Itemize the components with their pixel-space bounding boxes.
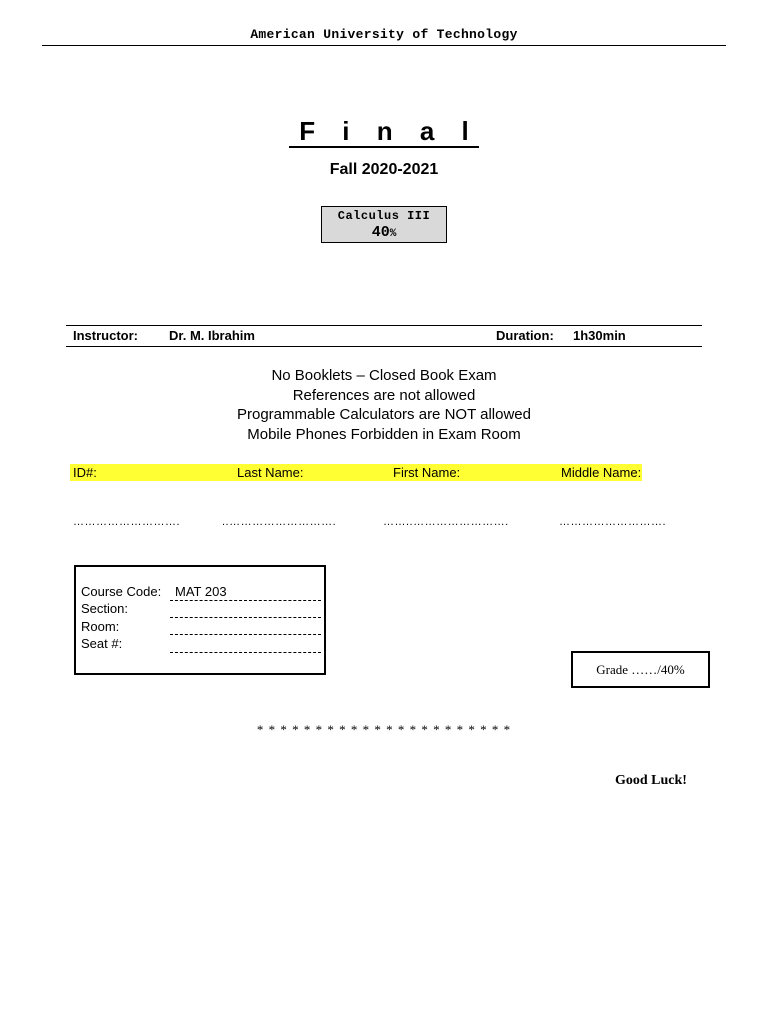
course-weight-box xyxy=(321,206,447,243)
good-luck-text: Good Luck! xyxy=(615,773,687,788)
rule-line: Programmable Calculators are NOT allowed xyxy=(236,406,531,423)
instructor-label: Instructor: xyxy=(73,328,138,343)
course-weight xyxy=(322,224,446,241)
institution-name: American University of Technology xyxy=(250,27,518,42)
rule-line: References are not allowed xyxy=(292,386,476,404)
seat-label: Seat #: xyxy=(81,636,123,651)
exam-title-text: F i n a l xyxy=(289,116,479,148)
first-name-label: First Name: xyxy=(393,465,461,480)
exam-rules xyxy=(0,366,768,444)
course-code-label: Course Code: xyxy=(81,584,162,599)
course-weight-number: 40 xyxy=(371,224,390,241)
room-label: Room: xyxy=(81,619,120,634)
id-field[interactable]: ………………………. xyxy=(73,516,181,528)
section-label: Section: xyxy=(81,601,128,616)
duration-value: 1h30min xyxy=(573,328,626,343)
course-weight-unit: % xyxy=(389,228,397,240)
middle-name-label: Middle Name: xyxy=(561,465,642,480)
course-code-value: MAT 203 xyxy=(175,584,227,599)
info-bottom-rule xyxy=(66,346,702,347)
first-name-field[interactable]: ……..……………………. xyxy=(383,516,509,528)
rule-line: Mobile Phones Forbidden in Exam Room xyxy=(247,425,521,443)
last-name-field[interactable]: ..………………………. xyxy=(222,516,337,528)
id-label: ID#: xyxy=(73,465,97,480)
instructor-value: Dr. M. Ibrahim xyxy=(169,328,255,343)
duration-label: Duration: xyxy=(496,328,554,343)
exam-title xyxy=(0,116,768,147)
course-code-line xyxy=(170,600,321,601)
section-field[interactable] xyxy=(170,617,321,618)
seat-field[interactable] xyxy=(170,652,321,653)
last-name-label: Last Name: xyxy=(237,465,304,480)
student-fields-highlight xyxy=(70,464,642,481)
header-divider xyxy=(42,45,726,46)
course-name: Calculus III xyxy=(337,209,431,223)
grade-box: Grade ……/40% xyxy=(571,651,710,688)
room-field[interactable] xyxy=(170,634,321,635)
separator-stars: * * * * * * * * * * * * * * * * * * * * * * xyxy=(256,722,512,737)
info-top-rule xyxy=(66,325,702,326)
rule-line: No Booklets – Closed Book Exam xyxy=(271,367,497,384)
exam-term: Fall 2020-2021 xyxy=(329,161,439,178)
middle-name-field[interactable]: ………………………. xyxy=(559,516,667,528)
